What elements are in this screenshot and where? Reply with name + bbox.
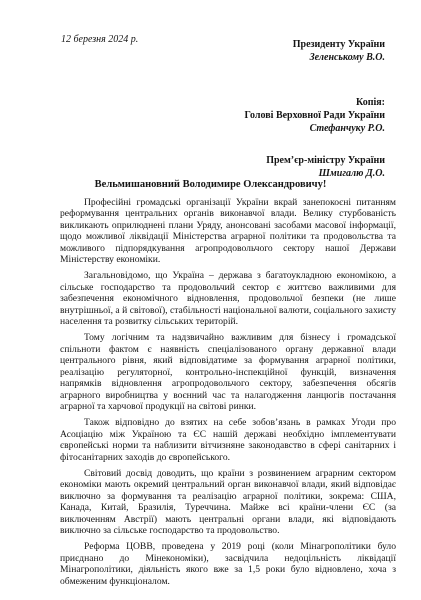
addressee-name: Зеленському В.О. — [309, 52, 385, 63]
addressee-prime-minister — [266, 154, 385, 180]
addressee-title: Прем’єр-міністру України — [266, 155, 385, 166]
addressee-name: Стефанчуку Р.О. — [309, 123, 385, 134]
body-paragraph: Тому логічним та надзвичайно важливим для бізнесу і громадської спільноти фактом є наявність спеціалізованого органу державної влади центрального рівня, який відповідатиме за формування аграрної політики, реалізацію регуляторної, контрольно-інспекційної функцій, визначення напрямків відновлення агропродовольчого сектору, забезпечення обсягів аграрного виробництва у воєнний час та налагодження ланцюгів постачання аграрної та харчової продукції на світові ринки. — [60, 332, 396, 412]
letter-body — [60, 197, 396, 592]
addressee-president — [293, 38, 385, 64]
addressee-title: Президенту України — [292, 39, 385, 50]
body-paragraph: Загальновідомо, що Україна – держава з багатоукладною економікою, а сільське господарство та продовольчий сектор є життєво важливими для забезпечення економічного відновлення, продовольчої безпеки (не лише внутрішньої, а й світової), стабільності національної валюти, соціального захисту населення та розвитку сільських територій. — [60, 270, 396, 328]
body-paragraph: Також відповідно до взятих на себе зобов’язань в рамках Угоди про Асоціацію між Україною та ЄС нашій державі необхідно імплементувати європейські норми та наблизити вітчизняне законодавство в сфері санітарних і фітосанітарних заходів до європейського. — [60, 417, 396, 463]
body-paragraph: Світовий досвід доводить, що країни з розвинением аграрним сектором економіки мають окремий центральний орган виконавчої влади, який відповідає виключно за формування та реалізацію аграрної політики, зокрема: США, Канада, Китай, Бразилія, Туреччина. Майже всі країни-члени ЄС (за виключенням Австрії) мають центральні органи влади, які відповідають виключно за сільське господарство та продовольство. — [60, 467, 396, 536]
addressee-name: Шмигалю Д.О. — [318, 168, 385, 179]
addressee-title: Голові Верховної Ради України — [244, 110, 385, 121]
body-paragraph: Реформа ЦОВВ, проведена у 2019 році (коли Мінагрополітики було приєднано до Мінекономіки), засвідчила недоцільність ліквідації Мінагрополітики, діяльність якого вже за 1,5 роки було відновлено, хоча з обмеженим функціоналом. — [60, 541, 396, 587]
letter-date: 12 березня 2024 р. — [61, 34, 139, 45]
copy-label: Копія: — [355, 97, 385, 108]
salutation: Вельмишановний Володимире Олександровичу! — [94, 179, 327, 190]
body-paragraph: Професійні громадські організації України вкрай занепокоєні питанням реформування центральних органів виконавчої влади. Велику стурбованість викликають оприлюднені плани Уряду, анонсовані засобами масової інформації, щодо можливої ліквідації Міністерства аграрної політики та продовольства та можливого підпорядкування агропродовольчого сектору нашої Держави Міністерству економіки. — [60, 197, 396, 266]
addressee-copy-speaker — [245, 96, 385, 135]
